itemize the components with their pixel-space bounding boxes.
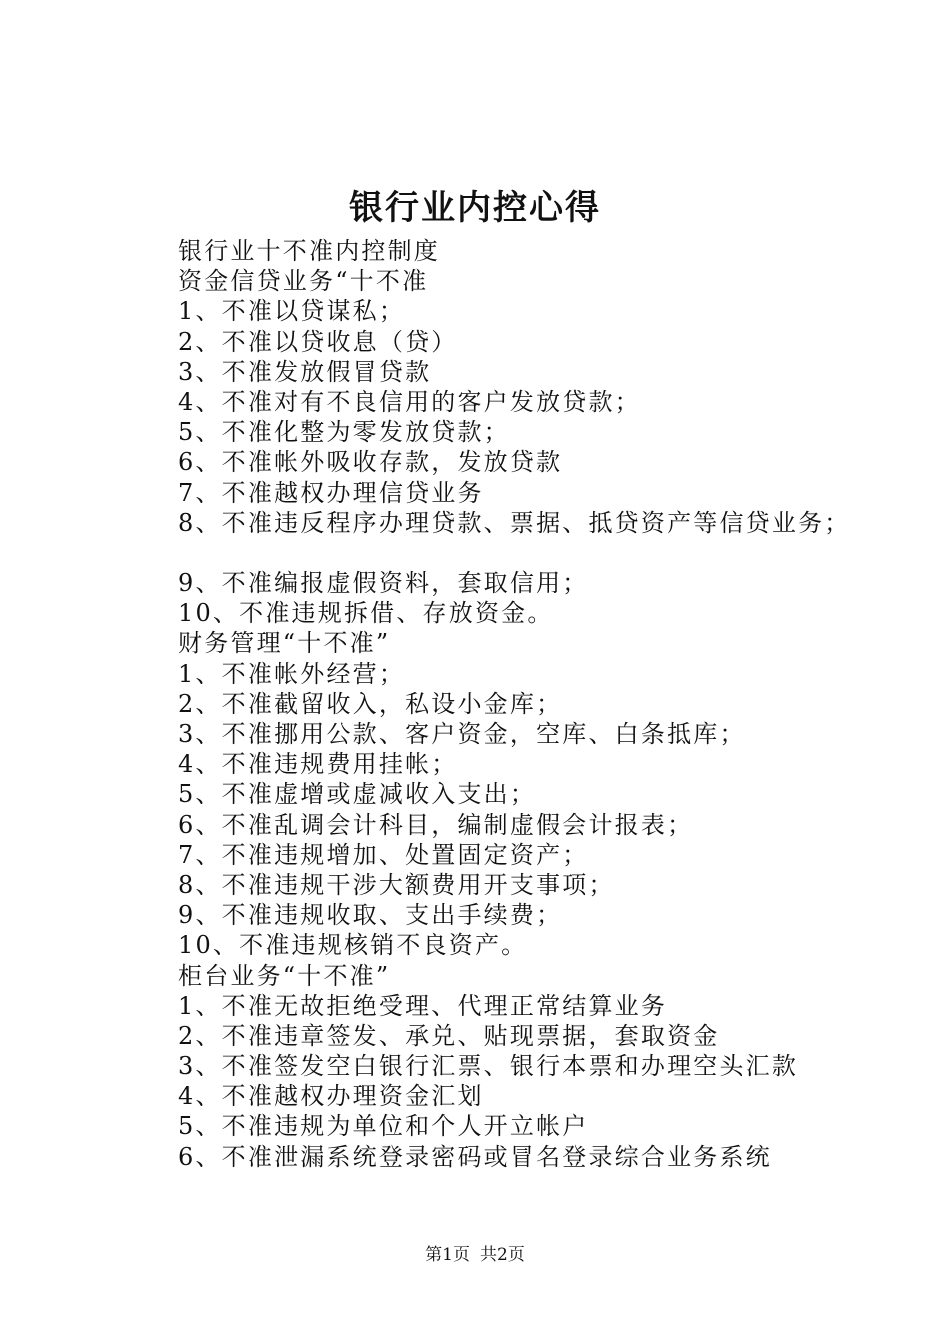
text-line: 9、不准违规收取、支出手续费； (178, 901, 563, 930)
text-line: 5、不准违规为单位和个人开立帐户 (178, 1112, 589, 1141)
text-line: 10、不准违规拆借、存放资金。 (178, 599, 554, 628)
text-line: 3、不准签发空白银行汇票、银行本票和办理空头汇款 (178, 1052, 799, 1081)
text-line: 3、不准挪用公款、客户资金，空库、白条抵库； (178, 720, 746, 748)
text-line: 财务管理“十不准” (178, 629, 391, 658)
text-line: 柜台业务“十不准” (178, 961, 391, 990)
text-line: 1、不准以贷谋私； (178, 297, 406, 326)
text-line: 2、不准截留收入，私设小金库； (178, 689, 563, 718)
text-line: 9、不准编报虚假资料，套取信用； (178, 569, 589, 598)
text-line: 7、不准越权办理信贷业务 (178, 478, 484, 507)
page-total: 共2页 (480, 1245, 525, 1265)
document-title: 银行业内控心得 (349, 188, 601, 228)
text-line: 5、不准化整为零发放贷款； (178, 418, 510, 447)
text-line: 3、不准发放假冒贷款 (178, 357, 432, 386)
document-body (178, 236, 898, 1172)
text-line: 2、不准以贷收息（贷） (178, 327, 458, 356)
page-footer (0, 1244, 950, 1266)
text-line: 2、不准违章签发、承兑、贴现票据，套取资金 (178, 1021, 720, 1050)
text-line: 4、不准违规费用挂帐； (178, 750, 458, 779)
text-line: 银行业十不准内控制度 (178, 237, 440, 265)
text-line: 6、不准帐外吸收存款，发放贷款 (178, 448, 563, 477)
text-line: 5、不准虚增或虚减收入支出； (178, 780, 537, 809)
blank-line (178, 538, 898, 568)
text-line: 4、不准越权办理资金汇划 (178, 1082, 484, 1111)
page-number: 第1页 (425, 1245, 470, 1265)
text-line: 8、不准违反程序办理贷款、票据、抵贷资产等信贷业务； (178, 508, 851, 537)
text-line: 8、不准违规干涉大额费用开支事项； (178, 870, 615, 899)
text-line: 10、不准违规核销不良资产。 (178, 931, 528, 960)
text-line: 6、不准乱调会计科目，编制虚假会计报表； (178, 810, 694, 839)
text-line: 1、不准帐外经营； (178, 659, 406, 688)
text-line: 资金信贷业务“十不准 (178, 267, 429, 296)
text-line: 4、不准对有不良信用的客户发放贷款； (178, 387, 641, 416)
text-line: 1、不准无故拒绝受理、代理正常结算业务 (178, 991, 668, 1020)
text-line: 7、不准违规增加、处置固定资产； (178, 840, 589, 869)
text-line: 6、不准泄漏系统登录密码或冒名登录综合业务系统 (178, 1142, 772, 1171)
